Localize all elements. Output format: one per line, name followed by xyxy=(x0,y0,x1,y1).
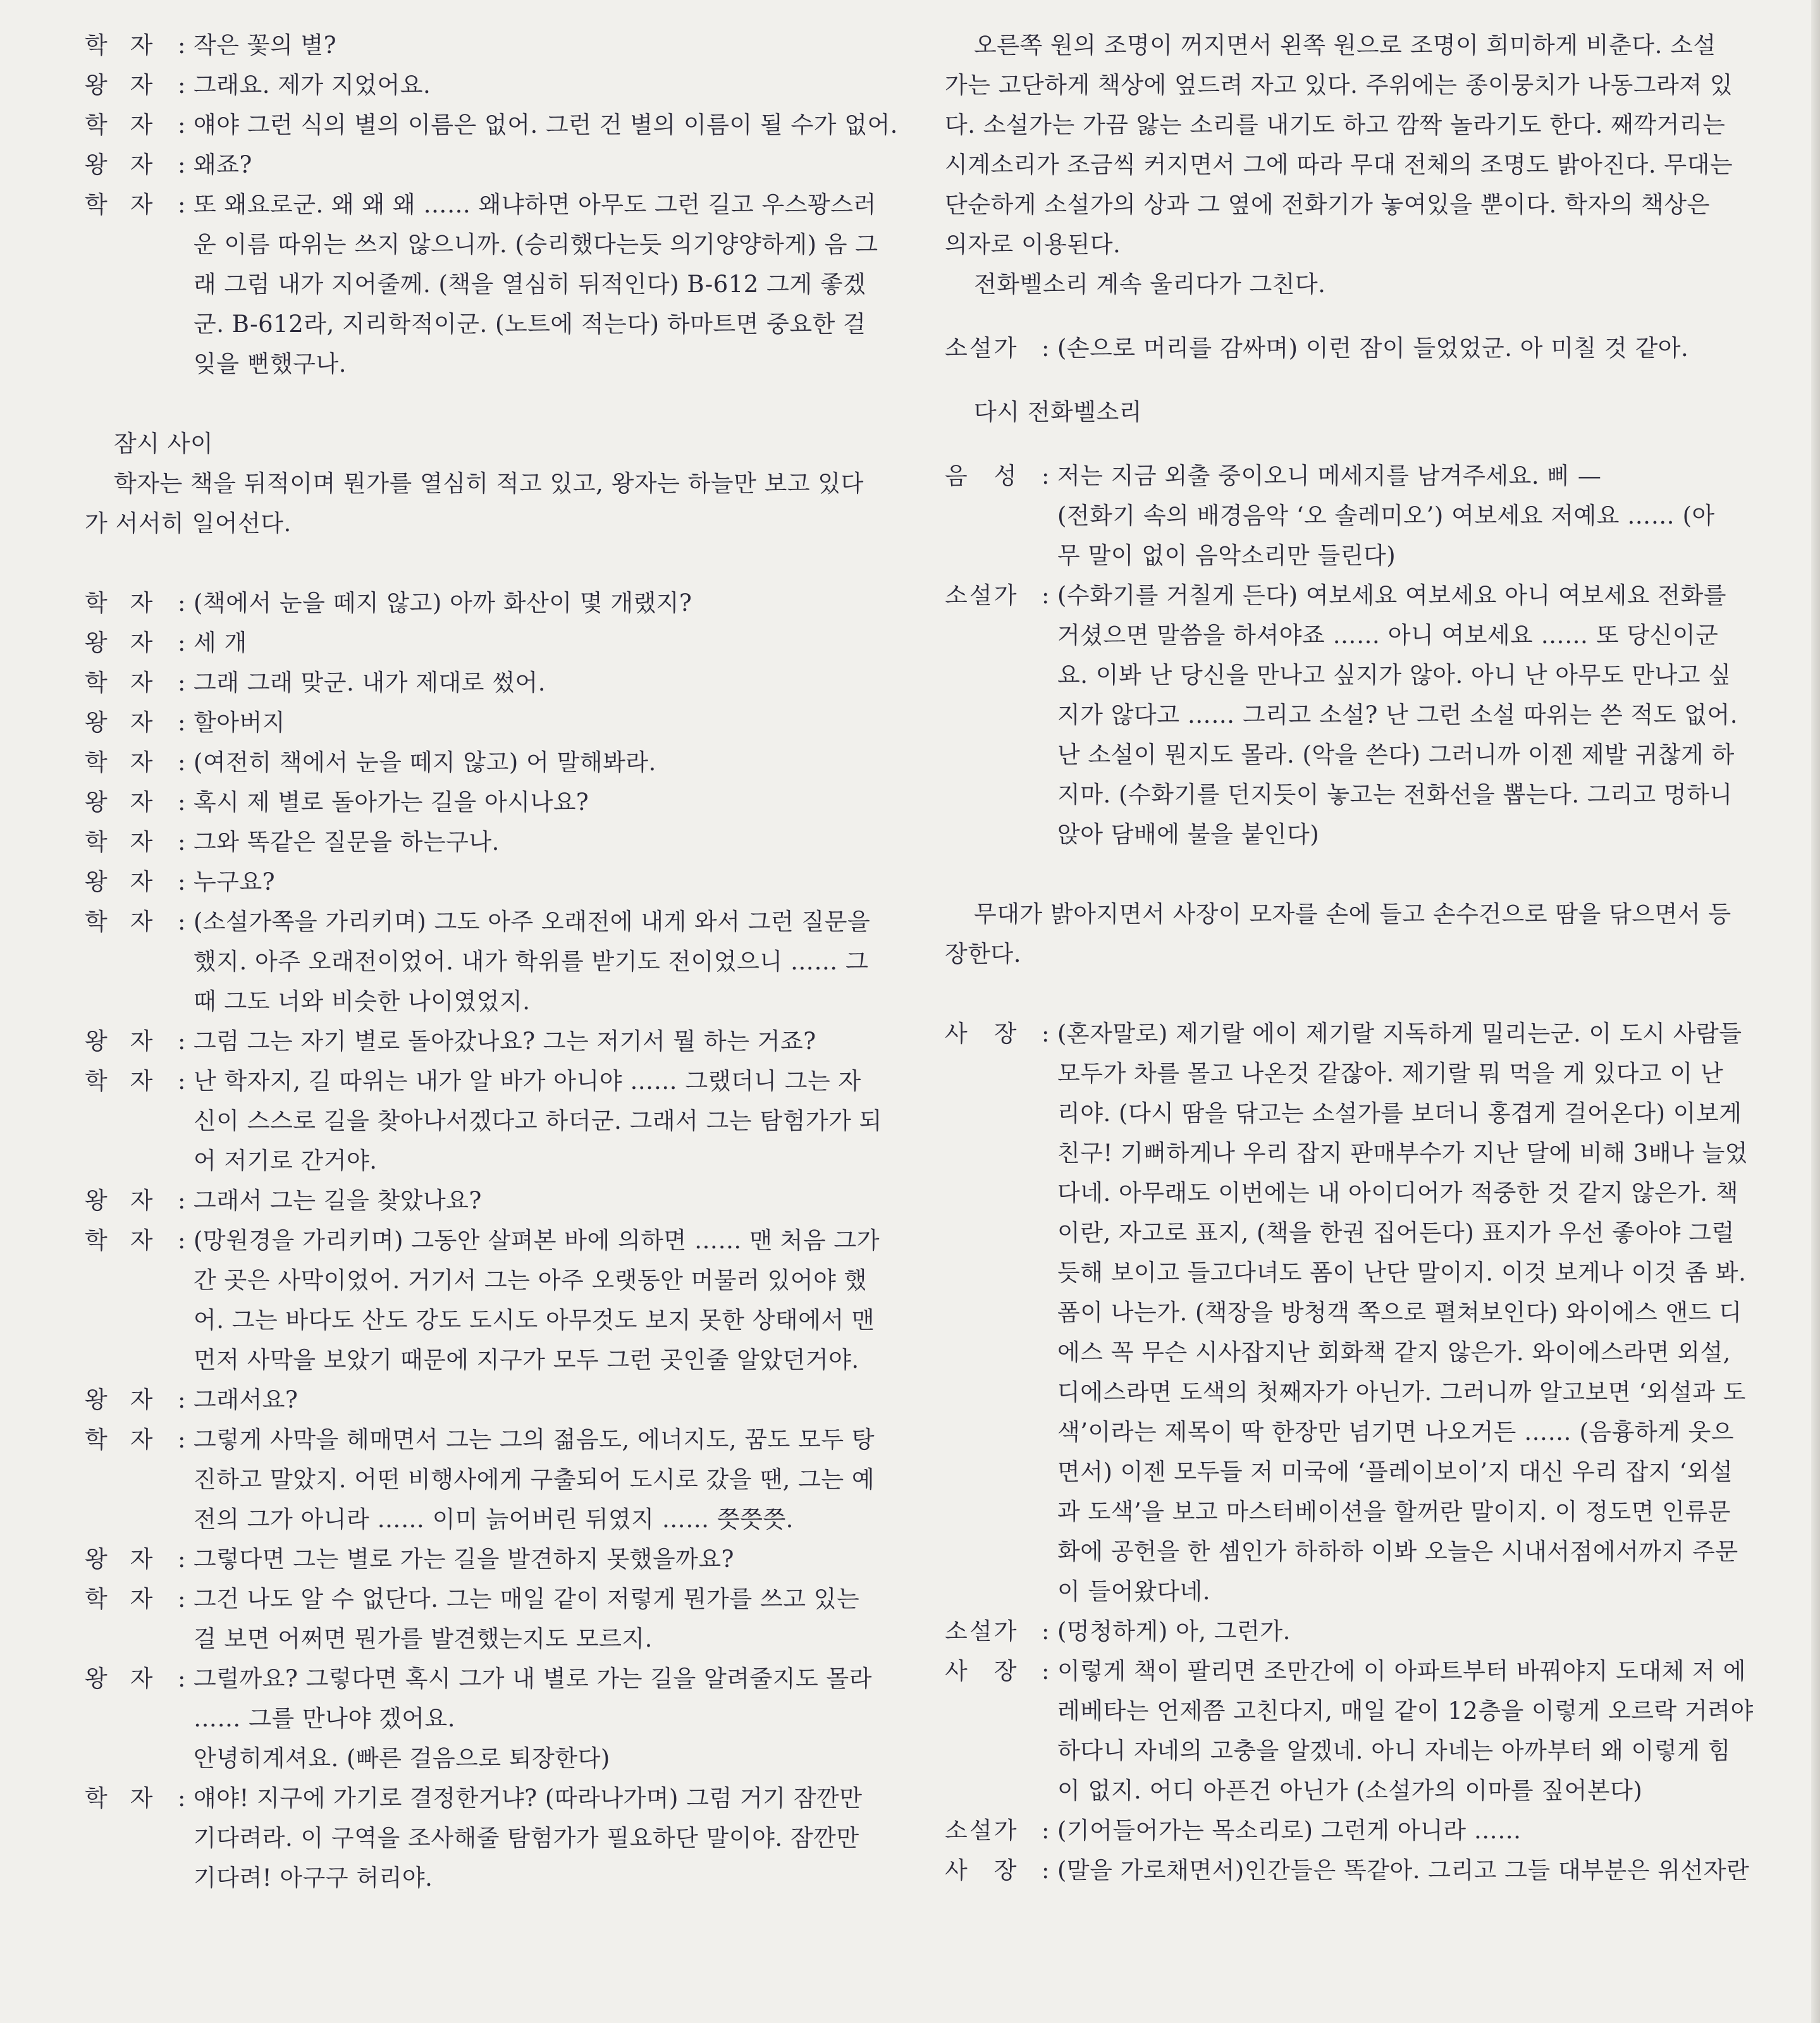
dialogue-continuation: 이 들어왔다네. xyxy=(1057,1578,1210,1605)
dialogue-text: (혼자말로) 제기랄 에이 제기랄 지독하게 밀리는군. 이 도시 사람들 xyxy=(1057,1020,1742,1047)
stage-direction: 가는 고단하게 책상에 엎드려 자고 있다. 주위에는 종이뭉치가 나동그라져 있 xyxy=(945,71,1733,99)
dialogue-line xyxy=(85,1380,898,1420)
dialogue-line xyxy=(85,1061,898,1101)
dialogue-text: (여전히 책에서 눈을 떼지 않고) 어 말해봐라. xyxy=(194,749,656,776)
speaker xyxy=(85,623,186,663)
dialogue-text: 작은 꽃의 별? xyxy=(194,32,337,59)
speaker-colon: : xyxy=(178,828,186,856)
speaker-colon: : xyxy=(178,1426,186,1453)
speaker-colon: : xyxy=(178,749,186,776)
dialogue-continuation: 진하고 말았지. 어떤 비행사에게 구출되어 도시로 갔을 땐, 그는 예 xyxy=(194,1466,875,1493)
speaker xyxy=(85,145,186,185)
dialogue-text: 그럴까요? 그렇다면 혹시 그가 내 별로 가는 길을 알려줄지도 몰라 xyxy=(194,1665,872,1692)
speaker xyxy=(85,1539,186,1579)
speaker-name xyxy=(85,65,153,105)
dialogue-line xyxy=(85,1659,898,1699)
speaker-name xyxy=(85,105,153,145)
speaker-name xyxy=(85,25,153,65)
speaker-char: 자 xyxy=(130,32,153,59)
spacer xyxy=(85,384,898,424)
speaker xyxy=(945,1811,1050,1850)
dialogue-text: (기어들어가는 목소리로) 그런게 아니라 …… xyxy=(1057,1817,1522,1844)
spacer xyxy=(945,854,1757,894)
speaker-char: 자 xyxy=(130,1227,153,1254)
speaker-char: 자 xyxy=(130,1067,153,1095)
speaker xyxy=(85,1380,186,1420)
stage-direction: 학자는 책을 뒤적이며 뭔가를 열심히 적고 있고, 왕자는 하늘만 보고 있다 xyxy=(114,470,864,497)
dialogue-text: 누구요? xyxy=(194,868,276,895)
speaker-char: 자 xyxy=(130,1426,153,1453)
dialogue-text: (소설가쪽을 가리키며) 그도 아주 오래전에 내게 와서 그런 질문을 xyxy=(194,908,871,935)
speaker-name xyxy=(85,703,153,742)
speaker-name xyxy=(85,1181,153,1221)
stage-direction: 시계소리가 조금씩 커지면서 그에 따라 무대 전체의 조명도 밝아진다. 무대는 xyxy=(945,151,1733,178)
spacer xyxy=(85,543,898,583)
dialogue-line xyxy=(85,583,898,623)
speaker xyxy=(85,703,186,742)
dialogue-text: (수화기를 거칠게 든다) 여보세요 여보세요 아니 여보세요 전화를 xyxy=(1057,582,1726,609)
speaker xyxy=(85,742,186,782)
speaker-name xyxy=(85,1659,153,1699)
speaker xyxy=(85,663,186,703)
dialogue-line xyxy=(85,623,898,663)
dialogue-continuation: 운 이름 따위는 쓰지 않으니까. (승리했다는듯 의기양양하게) 음 그 xyxy=(194,231,878,258)
speaker-colon: : xyxy=(1042,1657,1050,1685)
speaker-char: 소 xyxy=(945,1618,968,1645)
dialogue-continuation: 전의 그가 아니라 …… 이미 늙어버린 뒤였지 …… 쯧쯧쯧. xyxy=(194,1506,794,1533)
speaker-colon: : xyxy=(178,1665,186,1692)
speaker xyxy=(945,1850,1050,1890)
speaker xyxy=(85,862,186,902)
speaker-char: 소 xyxy=(945,582,968,609)
speaker-char: 가 xyxy=(993,582,1017,609)
speaker-char: 설 xyxy=(969,1817,993,1844)
speaker-colon: : xyxy=(1042,1817,1050,1844)
speaker-name xyxy=(85,1778,153,1818)
dialogue-text: 세 개 xyxy=(194,629,247,656)
dialogue-continuation: 걸 보면 어쩌면 뭔가를 발견했는지도 모르지. xyxy=(194,1625,653,1652)
spacer xyxy=(945,974,1757,1014)
dialogue-continuation: 안녕히계셔요. (빠른 걸음으로 퇴장한다) xyxy=(194,1745,610,1772)
speaker-colon: : xyxy=(178,1546,186,1573)
speaker-colon: : xyxy=(1042,335,1050,362)
dialogue-continuation: 지마. (수화기를 던지듯이 놓고는 전화선을 뽑는다. 그리고 멍하니 xyxy=(1057,781,1733,808)
dialogue-continuation: 지가 않다고 …… 그리고 소설? 난 그런 소설 따위는 쓴 적도 없어. xyxy=(1057,701,1738,729)
dialogue-line xyxy=(85,663,898,703)
speaker-colon: : xyxy=(178,111,186,138)
dialogue-text: (멍청하게) 아, 그런가. xyxy=(1057,1618,1291,1645)
dialogue-continuation: 군. B-612라, 지리학적이군. (노트에 적는다) 하마트면 중요한 걸 xyxy=(194,311,866,338)
speaker xyxy=(85,185,186,224)
speaker-name xyxy=(85,1380,153,1420)
dialogue-line xyxy=(85,822,898,862)
dialogue-text: 그렇다면 그는 별로 가는 길을 발견하지 못했을까요? xyxy=(194,1546,734,1573)
speaker-char: 자 xyxy=(130,151,153,178)
speaker-name xyxy=(85,1420,153,1460)
speaker-char: 왕 xyxy=(85,1546,108,1573)
speaker-char: 왕 xyxy=(85,709,108,736)
speaker-char: 사 xyxy=(945,1020,968,1047)
dialogue-continuation: 레베타는 언제쯤 고친다지, 매일 같이 12층을 이렇게 오르락 거려야 xyxy=(1057,1697,1754,1725)
dialogue-continuation: 앉아 담배에 불을 붙인다) xyxy=(1057,821,1320,848)
stage-direction: 전화벨소리 계속 울리다가 그친다. xyxy=(974,271,1326,298)
dialogue-text: 난 학자지, 길 따위는 내가 알 바가 아니야 …… 그랬더니 그는 자 xyxy=(194,1067,861,1095)
speaker-name xyxy=(85,902,153,942)
dialogue-continuation: 과 도색’을 보고 마스터베이션을 할꺼란 말이지. 이 정도면 인류문 xyxy=(1057,1498,1731,1525)
dialogue-continuation: 모두가 차를 몰고 나온것 같잖아. 제기랄 뭐 먹을 게 있다고 이 난 xyxy=(1057,1060,1724,1087)
spacer xyxy=(945,304,1757,328)
dialogue-text: (말을 가로채면서)인간들은 똑같아. 그리고 그들 대부분은 위선자란 xyxy=(1057,1857,1750,1884)
dialogue-line xyxy=(945,1651,1757,1691)
speaker-char: 가 xyxy=(993,335,1017,362)
dialogue-line xyxy=(85,1539,898,1579)
speaker-char: 왕 xyxy=(85,71,108,99)
dialogue-continuation: 듯해 보이고 들고다녀도 폼이 난단 말이지. 이것 보게나 이것 좀 봐. xyxy=(1057,1259,1747,1286)
dialogue-line xyxy=(85,902,898,942)
speaker-char: 자 xyxy=(130,1546,153,1573)
dialogue-continuation: 기다려! 아구구 허리야. xyxy=(194,1864,433,1891)
speaker-char: 성 xyxy=(993,462,1017,489)
dialogue-text: 그와 똑같은 질문을 하는구나. xyxy=(194,828,500,856)
dialogue-line xyxy=(945,456,1757,496)
stage-direction: 단순하게 소설가의 상과 그 옆에 전화기가 놓여있을 뿐이다. 학자의 책상은 xyxy=(945,191,1710,218)
speaker xyxy=(945,456,1050,496)
speaker-name xyxy=(85,862,153,902)
dialogue-line xyxy=(945,1811,1757,1850)
speaker xyxy=(945,1611,1050,1651)
speaker-colon: : xyxy=(178,71,186,99)
speaker-colon: : xyxy=(1042,582,1050,609)
speaker-name xyxy=(85,1539,153,1579)
speaker-char: 왕 xyxy=(85,1386,108,1413)
speaker-colon: : xyxy=(1042,1618,1050,1645)
dialogue-text: 혹시 제 별로 돌아가는 길을 아시나요? xyxy=(194,789,589,816)
dialogue-continuation: 이란, 자고로 표지, (책을 한권 집어든다) 표지가 우선 좋아야 그럴 xyxy=(1057,1219,1735,1246)
speaker xyxy=(945,1014,1050,1054)
speaker-colon: : xyxy=(178,32,186,59)
speaker-name xyxy=(85,1061,153,1101)
speaker-char: 설 xyxy=(969,335,993,362)
speaker xyxy=(85,1221,186,1260)
spacer xyxy=(945,368,1757,392)
right-column xyxy=(945,25,1757,1890)
dialogue-line xyxy=(85,782,898,822)
speaker-char: 자 xyxy=(130,749,153,776)
speaker-name xyxy=(945,1651,1017,1691)
dialogue-continuation: 했지. 아주 오래전이었어. 내가 학위를 받기도 전이었으니 …… 그 xyxy=(194,948,869,975)
speaker-char: 학 xyxy=(85,1785,108,1812)
speaker-char: 자 xyxy=(130,1665,153,1692)
dialogue-continuation: 간 곳은 사막이었어. 거기서 그는 아주 오랫동안 머물러 있어야 했 xyxy=(194,1267,867,1294)
speaker-colon: : xyxy=(178,669,186,696)
speaker-char: 자 xyxy=(130,1585,153,1613)
speaker-char: 자 xyxy=(130,709,153,736)
speaker-char: 자 xyxy=(130,789,153,816)
dialogue-continuation: 친구! 기뻐하게나 우리 잡지 판매부수가 지난 달에 비해 3배나 늘었 xyxy=(1057,1140,1749,1167)
dialogue-line xyxy=(85,1021,898,1061)
dialogue-line xyxy=(85,742,898,782)
speaker-name xyxy=(85,742,153,782)
speaker-name xyxy=(945,1014,1017,1054)
dialogue-line xyxy=(945,1611,1757,1651)
speaker-char: 설 xyxy=(969,1618,993,1645)
dialogue-text: 그래 그래 맞군. 내가 제대로 썼어. xyxy=(194,669,546,696)
speaker-name xyxy=(85,145,153,185)
speaker-char: 왕 xyxy=(85,151,108,178)
speaker-char: 학 xyxy=(85,749,108,776)
speaker-char: 학 xyxy=(85,111,108,138)
dialogue-continuation: 잊을 뻔했구나. xyxy=(194,350,347,378)
speaker-name xyxy=(945,1850,1017,1890)
speaker-char: 자 xyxy=(130,908,153,935)
dialogue-continuation: 무 말이 없이 음악소리만 들린다) xyxy=(1057,542,1396,569)
speaker-name xyxy=(85,1221,153,1260)
speaker-name xyxy=(85,623,153,663)
speaker-char: 가 xyxy=(993,1817,1017,1844)
dialogue-text: (손으로 머리를 감싸며) 이런 잠이 들었었군. 아 미칠 것 같아. xyxy=(1057,335,1689,362)
speaker-char: 자 xyxy=(130,1386,153,1413)
dialogue-continuation: 화에 공헌을 한 셈인가 하하하 이봐 오늘은 시내서점에서까지 주문 xyxy=(1057,1538,1738,1565)
speaker-char: 자 xyxy=(130,1028,153,1055)
speaker xyxy=(85,902,186,942)
dialogue-continuation: 요. 이봐 난 당신을 만나고 싶지가 않아. 아니 난 아무도 만나고 싶 xyxy=(1057,661,1731,689)
speaker-char: 왕 xyxy=(85,1187,108,1214)
dialogue-continuation: 먼저 사막을 보았기 때문에 지구가 모두 그런 곳인줄 알았던거야. xyxy=(194,1346,859,1374)
speaker-char: 학 xyxy=(85,1585,108,1613)
speaker-name xyxy=(85,663,153,703)
speaker-char: 자 xyxy=(130,1785,153,1812)
speaker-colon: : xyxy=(178,1585,186,1613)
dialogue-text: (망원경을 가리키며) 그동안 살펴본 바에 의하면 …… 맨 처음 그가 xyxy=(194,1227,880,1254)
dialogue-text: 그건 나도 알 수 없단다. 그는 매일 같이 저렇게 뭔가를 쓰고 있는 xyxy=(194,1585,860,1613)
dialogue-continuation: 이 없지. 어디 아픈건 아닌가 (소설가의 이마를 짚어본다) xyxy=(1057,1777,1643,1804)
stage-direction: 가 서서히 일어선다. xyxy=(85,510,292,537)
dialogue-continuation: …… 그를 만나야 겠어요. xyxy=(194,1705,455,1732)
speaker xyxy=(85,1778,186,1818)
speaker-colon: : xyxy=(178,709,186,736)
dialogue-line xyxy=(85,1221,898,1260)
dialogue-continuation: 기다려라. 이 구역을 조사해줄 탐험가가 필요하단 말이야. 잠깐만 xyxy=(194,1824,859,1852)
dialogue-text: 이렇게 책이 팔리면 조만간에 이 아파트부터 바꿔야지 도대체 저 에 xyxy=(1057,1657,1746,1685)
dialogue-line xyxy=(85,703,898,742)
speaker-name xyxy=(85,822,153,862)
speaker xyxy=(85,1579,186,1619)
speaker xyxy=(85,25,186,65)
dialogue-continuation: 색’이라는 제목이 딱 한장만 넘기면 나오거든 …… (음흉하게 웃으 xyxy=(1057,1418,1735,1446)
dialogue-text: 또 왜요로군. 왜 왜 왜 …… 왜냐하면 아무도 그런 길고 우스꽝스러 xyxy=(194,191,876,218)
speaker-char: 왕 xyxy=(85,789,108,816)
speaker xyxy=(85,822,186,862)
stage-direction: 장한다. xyxy=(945,940,1021,968)
speaker-name xyxy=(945,456,1017,496)
dialogue-line xyxy=(85,65,898,105)
dialogue-text: 얘야 그런 식의 별의 이름은 없어. 그런 건 별의 이름이 될 수가 없어. xyxy=(194,111,898,138)
speaker-char: 학 xyxy=(85,908,108,935)
dialogue-continuation: 어. 그는 바다도 산도 강도 도시도 아무것도 보지 못한 상태에서 맨 xyxy=(194,1307,875,1334)
speaker-colon: : xyxy=(178,908,186,935)
spacer xyxy=(945,432,1757,456)
dialogue-continuation: 하다니 자네의 고충을 알겠네. 아니 자네는 아까부터 왜 이렇게 힘 xyxy=(1057,1737,1731,1764)
speaker-name xyxy=(945,1811,1017,1850)
dialogue-line xyxy=(85,1181,898,1221)
speaker-colon: : xyxy=(178,868,186,895)
speaker-colon: : xyxy=(178,789,186,816)
dialogue-line xyxy=(945,1014,1757,1054)
speaker-char: 자 xyxy=(130,71,153,99)
dialogue-line xyxy=(85,1420,898,1460)
speaker xyxy=(85,1181,186,1221)
dialogue-continuation: 거셨으면 말씀을 하셔야죠 …… 아니 여보세요 …… 또 당신이군 xyxy=(1057,622,1719,649)
dialogue-line xyxy=(85,185,898,224)
speaker-name xyxy=(85,1021,153,1061)
speaker-char: 자 xyxy=(130,828,153,856)
dialogue-continuation: 어 저기로 간거야. xyxy=(194,1147,378,1174)
speaker-colon: : xyxy=(178,629,186,656)
speaker-char: 자 xyxy=(130,191,153,218)
speaker xyxy=(85,583,186,623)
speaker-char: 장 xyxy=(993,1657,1017,1685)
dialogue-line xyxy=(945,1850,1757,1890)
dialogue-line xyxy=(85,25,898,65)
dialogue-line xyxy=(85,145,898,185)
speaker-char: 자 xyxy=(130,111,153,138)
speaker xyxy=(85,1420,186,1460)
dialogue-continuation: 신이 스스로 길을 찾아나서겠다고 하더군. 그래서 그는 탐험가가 되 xyxy=(194,1107,882,1134)
speaker-char: 설 xyxy=(969,582,993,609)
dialogue-continuation: 면서) 이젠 모두들 저 미국에 ‘플레이보이’지 대신 우리 잡지 ‘외설 xyxy=(1057,1458,1733,1485)
speaker xyxy=(85,1659,186,1699)
speaker-colon: : xyxy=(178,1028,186,1055)
speaker-colon: : xyxy=(178,151,186,178)
dialogue-text: 할아버지 xyxy=(194,709,285,736)
speaker-colon: : xyxy=(178,1187,186,1214)
stage-direction: 잠시 사이 xyxy=(114,430,214,457)
dialogue-line xyxy=(85,1579,898,1619)
dialogue-line xyxy=(85,1778,898,1818)
dialogue-line xyxy=(85,105,898,145)
stage-direction: 무대가 밝아지면서 사장이 모자를 손에 들고 손수건으로 땀을 닦으면서 등 xyxy=(974,901,1731,928)
speaker-char: 학 xyxy=(85,828,108,856)
speaker-name xyxy=(945,1611,1017,1651)
speaker-char: 왕 xyxy=(85,629,108,656)
dialogue-continuation: 때 그도 너와 비슷한 나이였었지. xyxy=(194,988,531,1015)
dialogue-continuation: 다네. 아무래도 이번에는 내 아이디어가 적중한 것 같지 않은가. 책 xyxy=(1057,1179,1739,1207)
dialogue-text: 그래요. 제가 지었어요. xyxy=(194,71,431,99)
speaker-char: 장 xyxy=(993,1020,1017,1047)
dialogue-continuation: 폼이 나는가. (책장을 방청객 쪽으로 펼쳐보인다) 와이에스 앤드 디 xyxy=(1057,1299,1742,1326)
dialogue-continuation: 디에스라면 도색의 첫째자가 아닌가. 그러니까 알고보면 ‘외설과 도 xyxy=(1057,1379,1746,1406)
speaker-name xyxy=(85,782,153,822)
speaker xyxy=(85,65,186,105)
dialogue-continuation: 에스 꼭 무슨 시사잡지난 회화책 같지 않은가. 와이에스라면 외설, xyxy=(1057,1339,1731,1366)
speaker xyxy=(85,782,186,822)
dialogue-text: 그래서요? xyxy=(194,1386,298,1413)
stage-direction: 오른쪽 원의 조명이 꺼지면서 왼쪽 원으로 조명이 희미하게 비춘다. 소설 xyxy=(974,32,1716,59)
speaker-char: 장 xyxy=(993,1857,1017,1884)
speaker-char: 왕 xyxy=(85,868,108,895)
speaker-char: 가 xyxy=(993,1618,1017,1645)
speaker-char: 학 xyxy=(85,191,108,218)
speaker-char: 왕 xyxy=(85,1028,108,1055)
dialogue-text: (책에서 눈을 떼지 않고) 아까 화산이 몇 개랬지? xyxy=(194,589,692,617)
dialogue-continuation: 난 소설이 뭔지도 몰라. (악을 쓴다) 그러니까 이젠 제발 귀찮게 하 xyxy=(1057,741,1735,768)
speaker-name xyxy=(85,1579,153,1619)
speaker-colon: : xyxy=(178,589,186,617)
dialogue-continuation: (전화기 속의 배경음악 ‘오 솔레미오’) 여보세요 저예요 …… (아 xyxy=(1057,502,1715,529)
speaker-name xyxy=(85,583,153,623)
speaker-char: 사 xyxy=(945,1857,968,1884)
speaker-char: 학 xyxy=(85,32,108,59)
dialogue-text: 그럼 그는 자기 별로 돌아갔나요? 그는 저기서 뭘 하는 거죠? xyxy=(194,1028,816,1055)
speaker xyxy=(85,1021,186,1061)
speaker-char: 왕 xyxy=(85,1665,108,1692)
speaker-char: 자 xyxy=(130,669,153,696)
speaker-char: 학 xyxy=(85,669,108,696)
left-column xyxy=(85,25,898,1898)
speaker-colon: : xyxy=(1042,1857,1050,1884)
dialogue-continuation: 리야. (다시 땀을 닦고는 소설가를 보더니 홍겹게 걸어온다) 이보게 xyxy=(1057,1100,1742,1127)
stage-direction: 의자로 이용된다. xyxy=(945,231,1121,258)
speaker-char: 자 xyxy=(130,629,153,656)
dialogue-text: 왜죠? xyxy=(194,151,252,178)
speaker-name xyxy=(85,185,153,224)
dialogue-text: 얘야! 지구에 가기로 결정한거냐? (따라나가며) 그럼 거기 잠깐만 xyxy=(194,1785,863,1812)
speaker-colon: : xyxy=(178,1227,186,1254)
speaker-colon: : xyxy=(178,1067,186,1095)
speaker-char: 소 xyxy=(945,1817,968,1844)
speaker xyxy=(85,105,186,145)
dialogue-line xyxy=(945,575,1757,615)
stage-direction: 다시 전화벨소리 xyxy=(974,398,1142,426)
page-edge xyxy=(1811,0,1820,2023)
speaker-colon: : xyxy=(178,1386,186,1413)
dialogue-line xyxy=(85,862,898,902)
dialogue-text: 저는 지금 외출 중이오니 메세지를 남겨주세요. 삐 — xyxy=(1057,462,1602,489)
speaker xyxy=(945,328,1050,368)
dialogue-text: 그래서 그는 길을 찾았나요? xyxy=(194,1187,482,1214)
speaker-colon: : xyxy=(178,1785,186,1812)
speaker xyxy=(85,1061,186,1101)
speaker-char: 자 xyxy=(130,868,153,895)
dialogue-line xyxy=(945,328,1757,368)
speaker-char: 자 xyxy=(130,1187,153,1214)
speaker xyxy=(945,1651,1050,1691)
speaker-char: 학 xyxy=(85,1067,108,1095)
speaker-name xyxy=(945,328,1017,368)
stage-direction: 다. 소설가는 가끔 앓는 소리를 내기도 하고 깜짝 놀라기도 한다. 째깍거리는 xyxy=(945,111,1726,138)
speaker-char: 소 xyxy=(945,335,968,362)
speaker-char: 학 xyxy=(85,1227,108,1254)
speaker-char: 음 xyxy=(945,462,968,489)
speaker xyxy=(945,575,1050,615)
speaker-char: 자 xyxy=(130,589,153,617)
speaker-colon: : xyxy=(1042,1020,1050,1047)
dialogue-text: 그렇게 사막을 헤매면서 그는 그의 젊음도, 에너지도, 꿈도 모두 탕 xyxy=(194,1426,875,1453)
speaker-colon: : xyxy=(178,191,186,218)
speaker-char: 사 xyxy=(945,1657,968,1685)
dialogue-continuation: 래 그럼 내가 지어줄께. (책을 열심히 뒤적인다) B-612 그게 좋겠 xyxy=(194,271,866,298)
speaker-name xyxy=(945,575,1017,615)
speaker-char: 학 xyxy=(85,589,108,617)
speaker-char: 학 xyxy=(85,1426,108,1453)
speaker-colon: : xyxy=(1042,462,1050,489)
